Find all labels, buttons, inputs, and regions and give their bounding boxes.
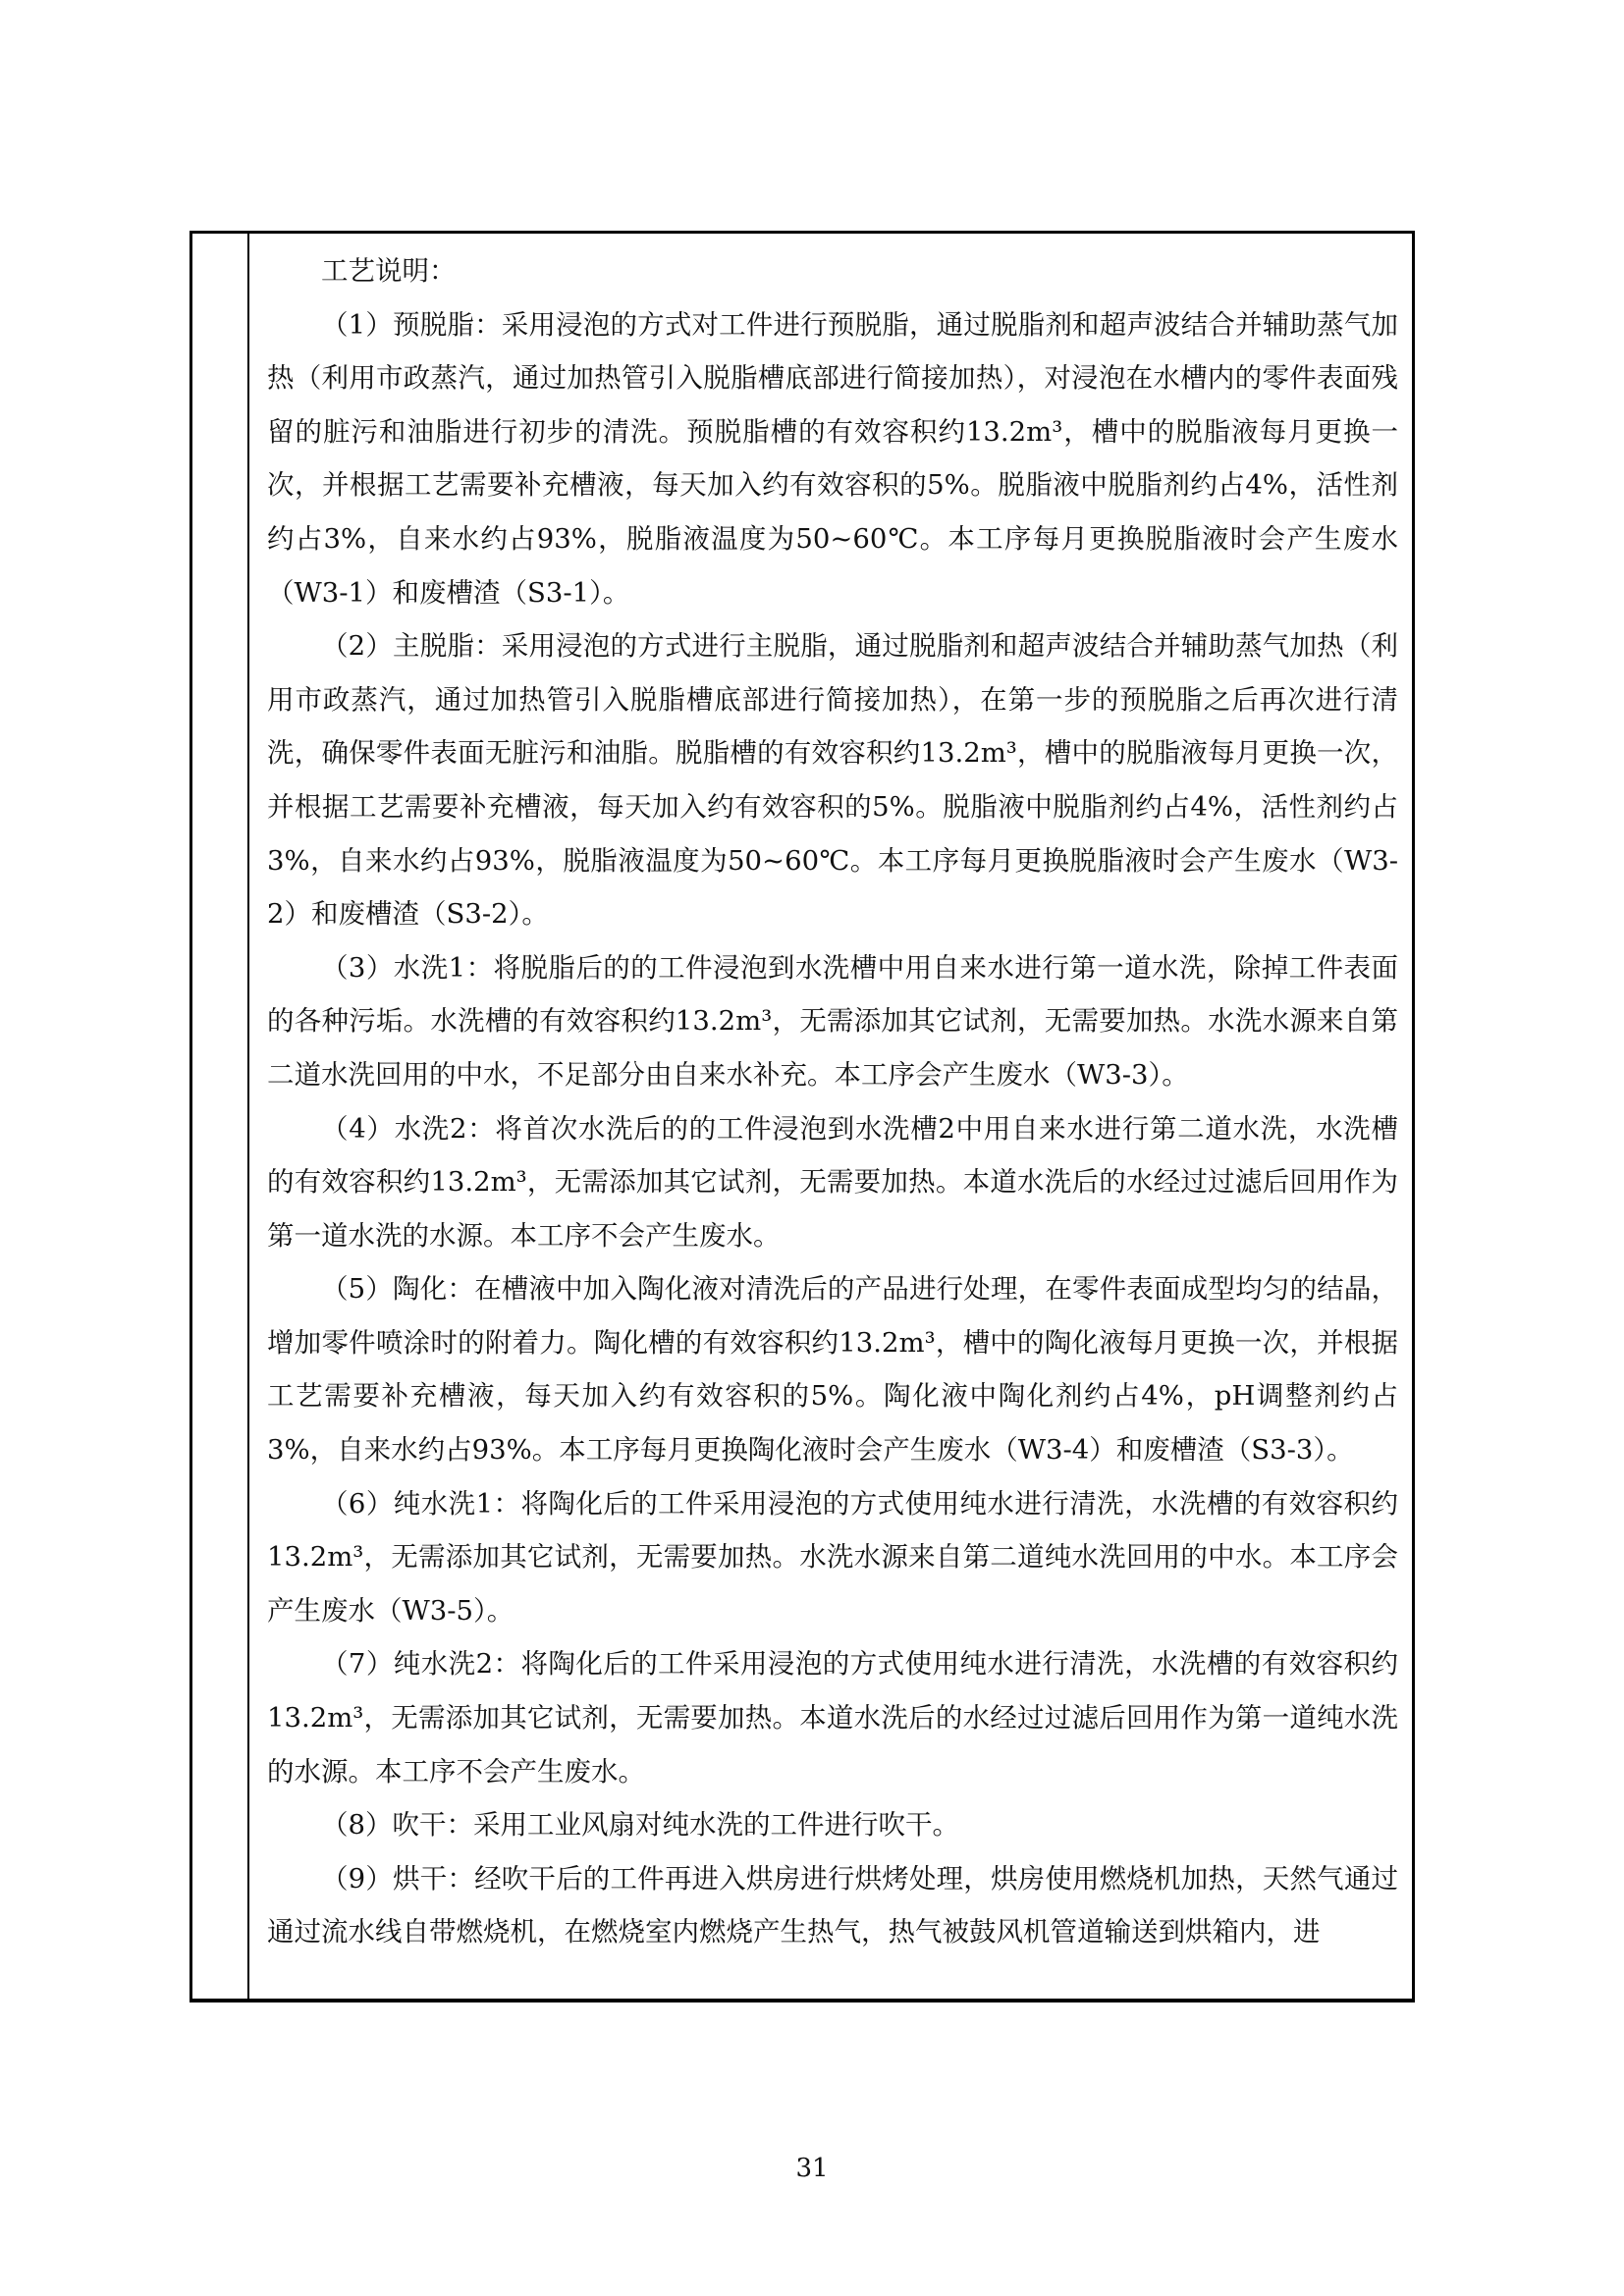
paragraph-pre-degreasing: （1）预脱脂：采用浸泡的方式对工件进行预脱脂，通过脱脂剂和超声波结合并辅助蒸气加热（利用市政蒸汽，通过加热管引入脱脂槽底部进行简接加热），对浸泡在水槽内的零件表面残留的脏污和油脂进行初步的清洗。预脱脂槽的有效容积约13.2m³，槽中的脱脂液每月更换一次，并根据工艺需要补充槽液，每天加入约有效容积的5%。脱脂液中脱脂剂约占4%，活性剂约占3%，自来水约占93%，脱脂液温度为50~60℃。本工序每月更换脱脂液时会产生废水（W3-1）和废槽渣（S3-1）。 bbox=[267, 308, 1398, 609]
paragraph-blow-dry: （8）吹干：采用工业风扇对纯水洗的工件进行吹干。 bbox=[321, 1809, 959, 1842]
paragraph-oven-dry: （9）烘干：经吹干后的工件再进入烘房进行烘烤处理，烘房使用燃烧机加热，天然气通过通过流水线自带燃烧机，在燃烧室内燃烧产生热气，热气被鼓风机管道输送到烘箱内，进 bbox=[267, 1862, 1398, 1949]
table-left-column bbox=[192, 234, 249, 1999]
section-heading: 工艺说明： bbox=[321, 255, 457, 287]
content-table-frame bbox=[189, 231, 1415, 2002]
paragraph-ceramization: （5）陶化：在槽液中加入陶化液对清洗后的产品进行处理，在零件表面成型均匀的结晶，增加零件喷涂时的附着力。陶化槽的有效容积约13.2m³，槽中的陶化液每月更换一次，并根据工艺需要补充槽液，每天加入约有效容积的5%。陶化液中陶化剂约占4%，pH调整剂约占3%，自来水约占93%。本工序每月更换陶化液时会产生废水（W3-4）和废槽渣（S3-3）。 bbox=[267, 1273, 1398, 1467]
paragraph-pure-water-wash-2: （7）纯水洗2：将陶化后的工件采用浸泡的方式使用纯水进行清洗，水洗槽的有效容积约13.2m³，无需添加其它试剂，无需要加热。本道水洗后的水经过过滤后回用作为第一道纯水洗的水源。本工序不会产生废水。 bbox=[267, 1648, 1398, 1788]
page-number: 31 bbox=[795, 2154, 829, 2183]
paragraph-main-degreasing: （2）主脱脂：采用浸泡的方式进行主脱脂，通过脱脂剂和超声波结合并辅助蒸气加热（利用市政蒸汽，通过加热管引入脱脂槽底部进行简接加热），在第一步的预脱脂之后再次进行清洗，确保零件表面无脏污和油脂。脱脂槽的有效容积约13.2m³，槽中的脱脂液每月更换一次，并根据工艺需要补充槽液，每天加入约有效容积的5%。脱脂液中脱脂剂约占4%，活性剂约占3%，自来水约占93%，脱脂液温度为50~60℃。本工序每月更换脱脂液时会产生废水（W3-2）和废槽渣（S3-2）。 bbox=[267, 630, 1398, 931]
paragraph-pure-water-wash-1: （6）纯水洗1：将陶化后的工件采用浸泡的方式使用纯水进行清洗，水洗槽的有效容积约13.2m³，无需添加其它试剂，无需要加热。水洗水源来自第二道纯水洗回用的中水。本工序会产生废水（W3-5）。 bbox=[267, 1487, 1398, 1627]
process-description-cell bbox=[249, 234, 1412, 1999]
paragraph-water-wash-1: （3）水洗1：将脱脂后的的工件浸泡到水洗槽中用自来水进行第一道水洗，除掉工件表面的各种污垢。水洗槽的有效容积约13.2m³，无需添加其它试剂，无需要加热。水洗水源来自第二道水洗回用的中水，不足部分由自来水补充。本工序会产生废水（W3-3）。 bbox=[267, 951, 1398, 1091]
paragraph-water-wash-2: （4）水洗2：将首次水洗后的的工件浸泡到水洗槽2中用自来水进行第二道水洗，水洗槽的有效容积约13.2m³，无需添加其它试剂，无需要加热。本道水洗后的水经过过滤后回用作为第一道水洗的水源。本工序不会产生废水。 bbox=[267, 1112, 1398, 1252]
